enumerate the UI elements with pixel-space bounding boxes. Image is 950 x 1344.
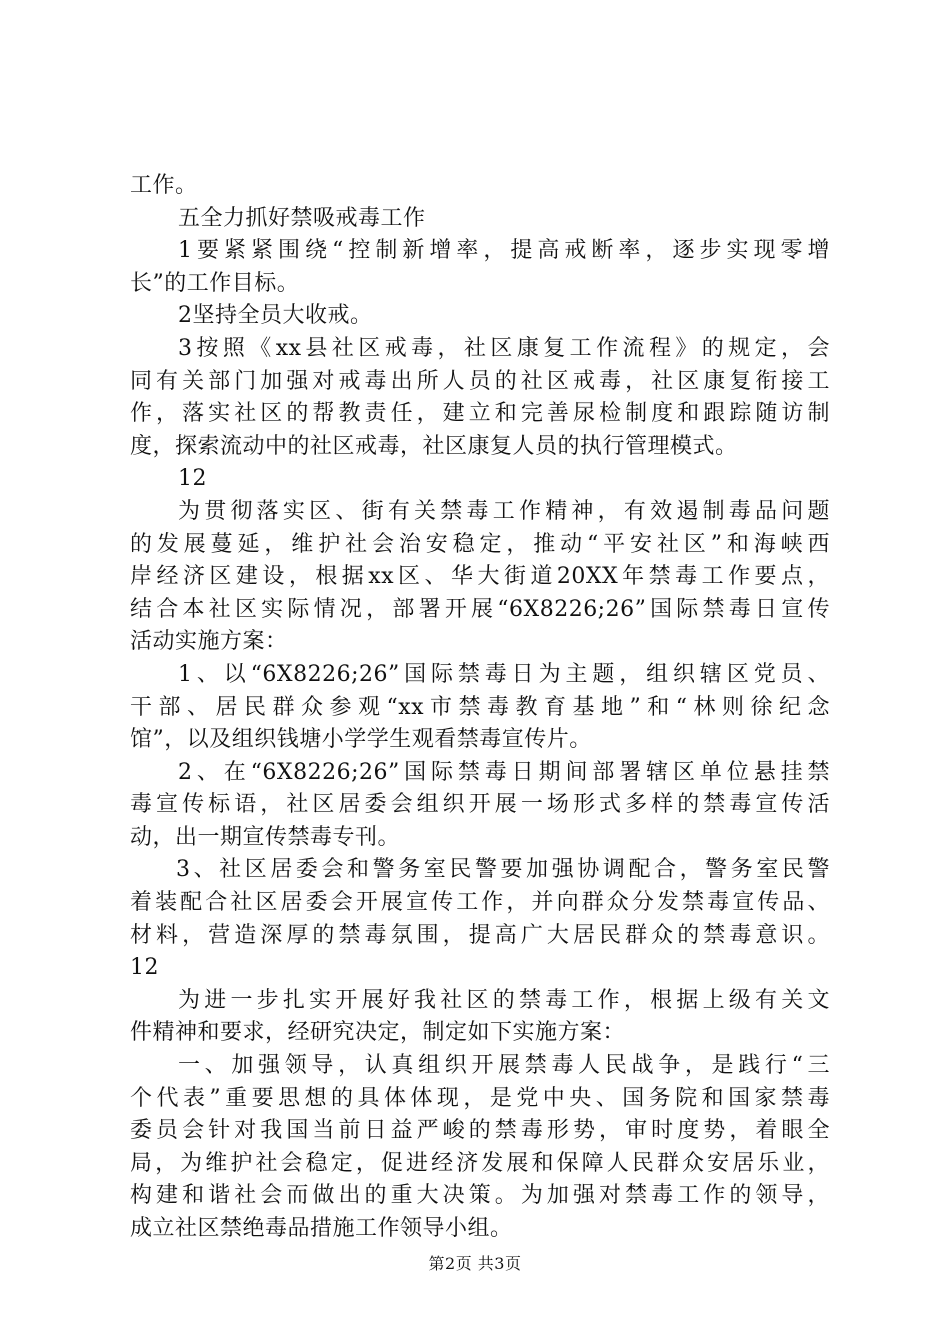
text-line: 工作。 xyxy=(130,173,198,198)
number-marker: 12 xyxy=(178,466,207,492)
text-line: 件精神和要求，经研究决定，制定如下实施方案： xyxy=(130,1020,626,1046)
text-line: 的发展蔓延，维护社会治安稳定，推动“平安社区”和海峡西 xyxy=(130,531,830,557)
text-line: 2坚持全员大收戒。 xyxy=(178,303,373,329)
text-line: 3、社区居委会和警务室民警要加强协调配合，警务室民警 xyxy=(176,857,830,883)
text-line: 为贯彻落实区、街有关禁毒工作精神，有效遏制毒品问题 xyxy=(178,498,830,524)
text-line: 一、加强领导，认真组织开展禁毒人民战争，是践行“三 xyxy=(178,1053,830,1079)
text-line: 结合本社区实际情况，部署开展“6X8226;26”国际禁毒日宣传 xyxy=(130,596,830,622)
text-line: 委员会针对我国当前日益严峻的禁毒形势，审时度势，着眼全 xyxy=(130,1118,830,1144)
text-line: 个代表”重要思想的具体体现，是党中央、国务院和国家禁毒 xyxy=(130,1085,830,1111)
text-line: 局，为维护社会稳定，促进经济发展和保障人民群众安居乐业， xyxy=(130,1150,830,1176)
page-footer: 第2页 共3页 xyxy=(428,1254,522,1273)
document-body xyxy=(130,170,830,1246)
text-line: 活动实施方案： xyxy=(130,629,288,655)
text-line: 毒宣传标语，社区居委会组织开展一场形式多样的禁毒宣传活 xyxy=(130,792,830,818)
text-line: 3按照《xx县社区戒毒，社区康复工作流程》的规定，会 xyxy=(178,335,830,361)
text-line: 馆”，以及组织钱塘小学学生观看禁毒宣传片。 xyxy=(130,727,592,753)
text-line: 长”的工作目标。 xyxy=(130,270,300,296)
section-heading: 五全力抓好禁吸戒毒工作 xyxy=(178,205,426,231)
text-line: 岸经济区建设，根据xx区、华大街道20XX年禁毒工作要点， xyxy=(130,564,830,590)
text-line: 动，出一期宣传禁毒专刊。 xyxy=(130,824,401,850)
text-line: 着装配合社区居委会开展宣传工作，并向群众分发禁毒宣传品、 xyxy=(130,890,830,916)
text-line: 干部、居民群众参观“xx市禁毒教育基地”和“林则徐纪念 xyxy=(130,694,830,720)
text-line: 为进一步扎实开展好我社区的禁毒工作，根据上级有关文 xyxy=(178,987,830,1013)
text-line: 1、以“6X8226;26”国际禁毒日为主题，组织辖区党员、 xyxy=(178,661,830,687)
text-line: 成立社区禁绝毒品措施工作领导小组。 xyxy=(130,1216,513,1241)
text-line: 构建和谐社会而做出的重大决策。为加强对禁毒工作的领导， xyxy=(130,1183,830,1209)
text-line: 1要紧紧围绕“控制新增率，提高戒断率，逐步实现零增 xyxy=(178,238,830,264)
text-line: 2、在“6X8226;26”国际禁毒日期间部署辖区单位悬挂禁 xyxy=(178,759,830,785)
text-line: 度，探索流动中的社区戒毒，社区康复人员的执行管理模式。 xyxy=(130,433,738,459)
number-marker: 12 xyxy=(130,955,159,981)
text-line: 材料，营造深厚的禁毒氛围，提高广大居民群众的禁毒意识。 xyxy=(130,922,830,948)
text-line: 同有关部门加强对戒毒出所人员的社区戒毒，社区康复衔接工 xyxy=(130,368,830,394)
text-line: 作，落实社区的帮教责任，建立和完善尿检制度和跟踪随访制 xyxy=(130,401,830,427)
